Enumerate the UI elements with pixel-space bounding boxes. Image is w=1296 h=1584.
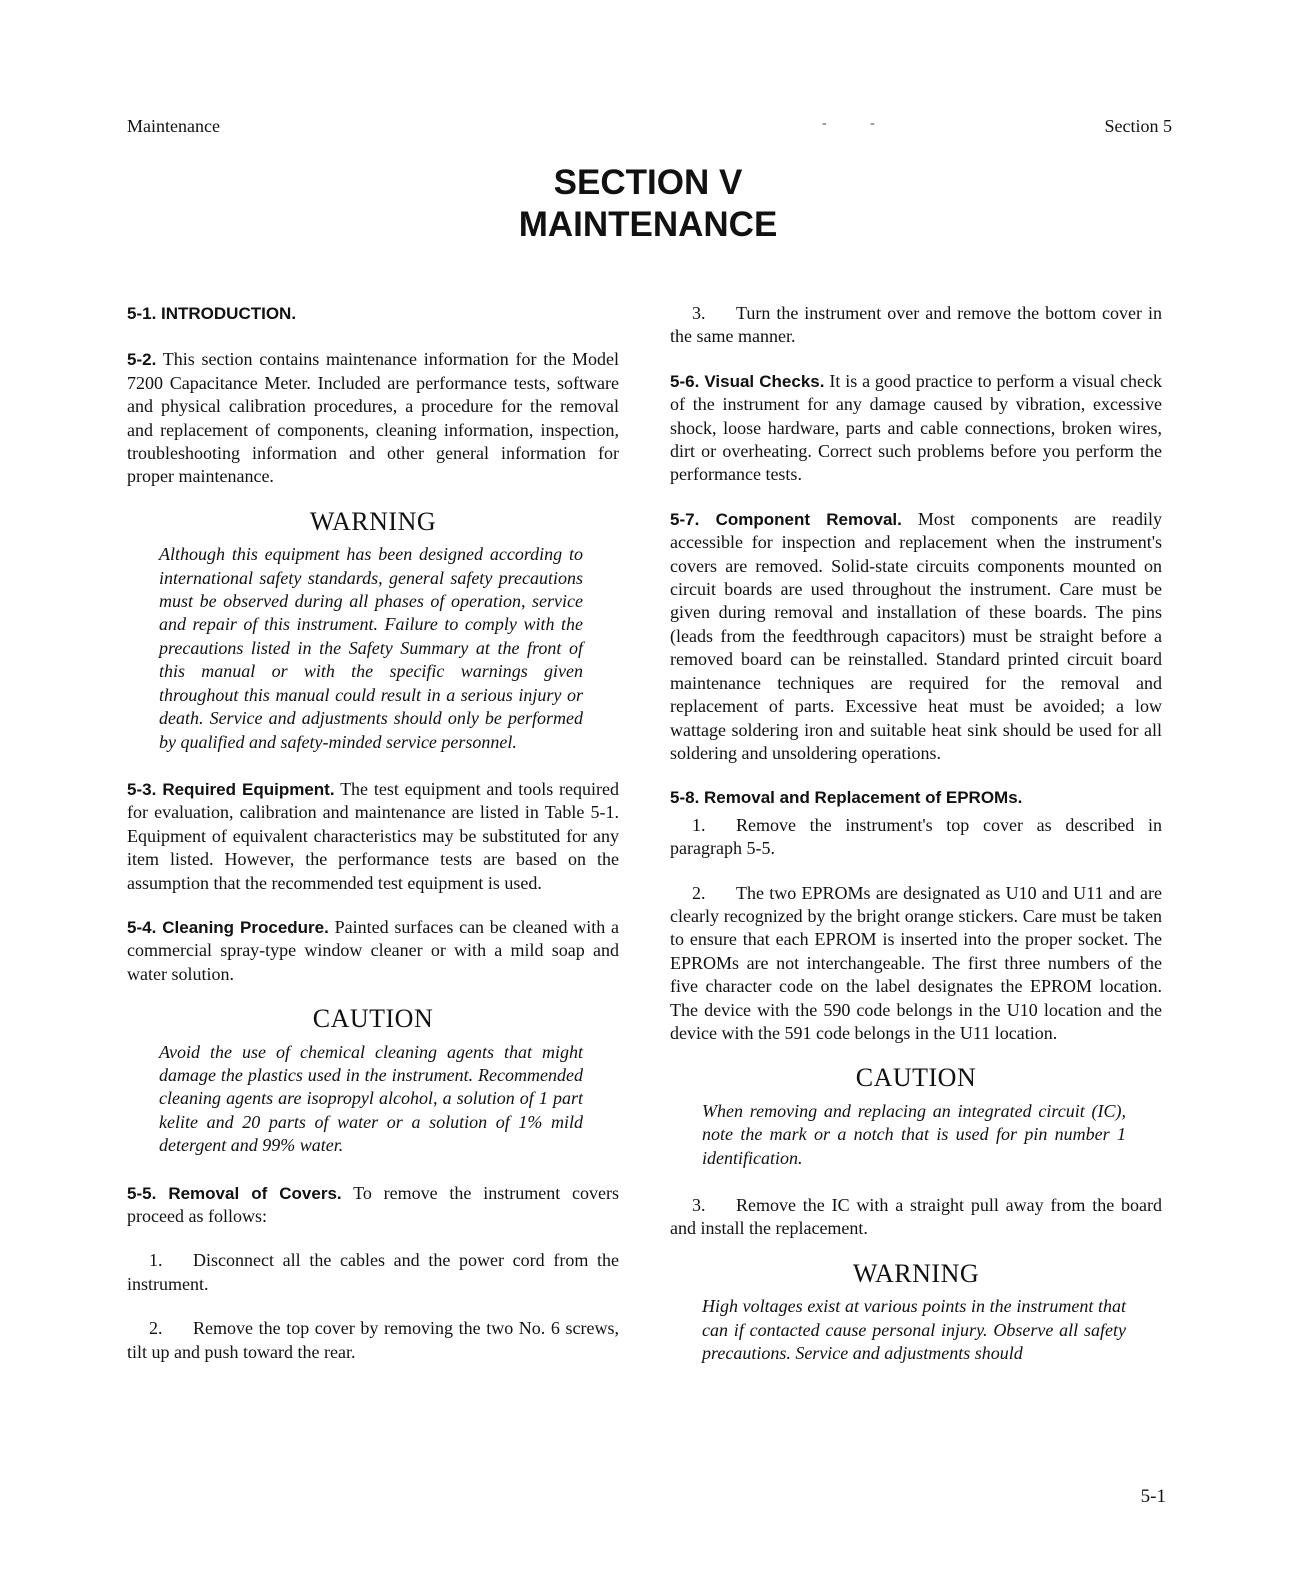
paragraph-5-3 [127,778,619,895]
intro-heading: 5-1. INTRODUCTION. [127,304,297,323]
title-line-1: SECTION V [553,163,743,202]
paragraph-5-2 [127,348,619,488]
page-title [0,162,1296,246]
cover-step-2-number: 2. [149,1318,163,1339]
eprom-step-3-number: 3. [692,1195,706,1215]
eprom-step-3-text: Remove the IC with a straight pull away from the board and install the replacement. [670,1195,1162,1239]
paragraph-5-2-number: 5-2. [127,350,157,370]
paragraph-5-2-text: This section contains maintenance information for the Model 7200 Capacitance Meter. Included are performance tests, software and physical calibration procedures, a procedure for the removal and replacement of components, cleaning information, inspection, troubleshooting information and other general information for proper maintenance. [127,349,619,487]
cover-step-3 [670,302,1162,349]
warning-text: Although this equipment has been designed according to international safety standards, general safety precautions must be observed during all phases of operation, service and repair of this instrument. Failure to comply with the precautions listed in the Safety Summary at the front of this manual or with the specific warnings given throughout this manual could result in a serious injury or death. Service and adjustments should only be performed by qualified and safety-minded service personnel. [159,544,583,752]
header-mark: - - [822,116,895,131]
eprom-step-1-number: 1. [692,814,706,835]
paragraph-5-3-heading: 5-3. Required Equipment. [127,779,335,799]
paragraph-5-6 [670,370,1162,487]
warning-heading: WARNING [309,506,437,536]
paragraph-5-5-heading: 5-5. Removal of Covers. [127,1183,342,1203]
caution-text-2: When removing and replacing an integrated circuit (IC), note the mark or a notch that is used for pin number 1 identification. [702,1100,1126,1168]
eprom-step-1-text: Remove the instrument's top cover as described in paragraph 5-5. [670,814,1162,859]
cover-step-2 [127,1317,619,1364]
paragraph-5-4-text: Painted surfaces can be cleaned with a commercial spray-type window cleaner or with a mild soap and water solution. [127,916,620,984]
warning-text-2: High voltages exist at various points in the instrument that can if contacted cause personal injury. Observe all safety precautions. Service and adjustments should [702,1296,1126,1364]
running-header-right: Section 5 [1104,116,1172,136]
right-column [670,302,1162,1389]
eprom-step-2 [670,882,1162,1046]
page-number: 5-1 [1140,1486,1166,1507]
paragraph-5-6-heading: 5-6. Visual Checks. [670,371,825,391]
caution-heading-2: CAUTION [855,1063,977,1093]
paragraph-5-7 [670,508,1162,765]
cover-step-1 [127,1249,619,1296]
title-line-2: MAINTENANCE [518,205,778,244]
left-column [127,302,619,1385]
running-header-left: Maintenance [127,116,220,136]
cover-step-1-text: Disconnect all the cables and the power cord from the instrument. [127,1250,619,1294]
caution-text: Avoid the use of chemical cleaning agents that might damage the plastics used in the instrument. Recommended cleaning agents are isopropyl alcohol, a solution of 1 part kelite and 20 parts of water or a solution of 1% mild detergent and 99% water. [159,1041,583,1156]
paragraph-5-8-heading: 5-8. Removal and Replacement of EPROMs. [670,788,1023,808]
paragraph-5-5-text: To remove the instrument covers proceed as follows: [127,1182,619,1226]
paragraph-5-6-text: It is a good practice to perform a visual check of the instrument for any damage caused by vibration, excessive shock, loose hardware, parts and cable connections, broken wires, dirt or overheating. Correct such problems before you perform the performance tests. [670,370,1163,485]
caution-heading: CAUTION [312,1004,434,1034]
paragraph-5-4 [127,916,619,986]
cover-step-3-text: Turn the instrument over and remove the bottom cover in the same manner. [670,303,1162,347]
paragraph-5-3-text: The test equipment and tools required for evaluation, calibration and maintenance are listed in Table 5-1. Equipment of equivalent characteristics may be substituted for any item listed. However, the performance tests are based on the assumption that the recommended test equipment is used. [127,778,619,893]
cover-step-1-number: 1. [149,1250,163,1271]
cover-step-3-number: 3. [692,303,706,323]
paragraph-5-7-text: Most components are readily accessible for inspection and replacement when the instrument's covers are removed. Solid-state circuits components mounted on circuit boards are used throughout the instrument. Care must be given during removal and installation of these boards. The pins (leads from the feedthrough capacitors) must be straight before a removed board can be reinstalled. Standard printed circuit board maintenance techniques are required for the removal and replacement of parts. Excessive heat must be avoided; a low wattage soldering iron and suitable heat sink should be used for all soldering and unsoldering operations. [670,508,1162,763]
paragraph-5-7-heading: 5-7. Component Removal. [670,509,902,529]
paragraph-5-5 [127,1182,619,1229]
eprom-step-3 [670,1194,1162,1241]
cover-step-2-text: Remove the top cover by removing the two No. 6 screws, tilt up and push toward the rear. [127,1318,619,1362]
eprom-step-1 [670,814,1162,861]
eprom-step-2-text: The two EPROMs are designated as U10 and U11 and are clearly recognized by the bright orange stickers. Care must be taken to ensure that each EPROM is inserted into the proper socket. The EPROMs are not interchangeable. The first three numbers of the five character code on the label designates the EPROM location. The device with the 590 code belongs in the U10 location and the device with the 591 code belongs in the U11 location. [670,882,1162,1043]
eprom-step-2-number: 2. [692,882,706,903]
paragraph-5-4-heading: 5-4. Cleaning Procedure. [127,917,329,937]
warning-heading-2: WARNING [852,1258,980,1288]
